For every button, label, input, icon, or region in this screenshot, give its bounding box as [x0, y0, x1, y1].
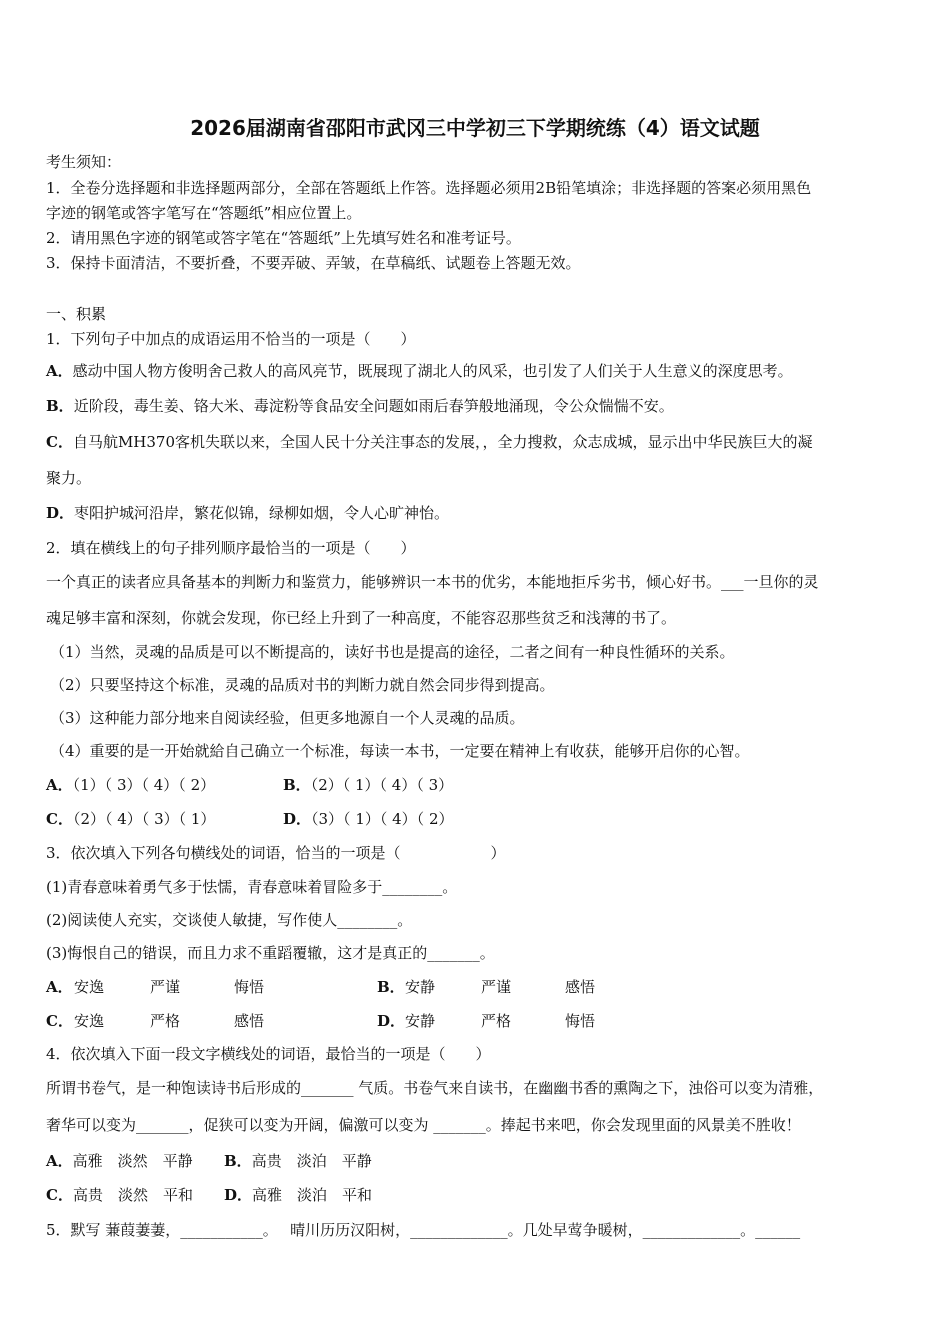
option-text: （3）（ 1）（ 4）（ 2） — [311, 810, 454, 828]
option-letter: D． — [283, 810, 312, 828]
option-b — [283, 775, 453, 795]
option-d — [283, 809, 454, 829]
option-word: 安逸 — [74, 1012, 105, 1030]
question-4-stem: 4．依次填入下面一段文字横线处的词语，最恰当的一项是（ ） — [46, 1045, 491, 1063]
option-letter: A． — [46, 776, 73, 794]
option-letter: C． — [46, 1012, 73, 1030]
option-text: （2）（ 4）（ 3）（ 1） — [72, 810, 216, 828]
option-letter: B． — [224, 1152, 252, 1170]
option-letter: A． — [46, 978, 73, 996]
options-row — [46, 809, 910, 829]
sentence-4: （4）重要的是一开始就給自己确立一个标准，每读一本书，一定要在精神上有收获，能够开启你的心智。 — [50, 742, 750, 760]
option-c — [46, 809, 283, 829]
notice-item: 1．全卷分选择题和非选择题两部分，全部在答题纸上作答。选择题必须用2B铅笔填涂；非选择题的答案必须用黑色 — [46, 179, 812, 197]
passage-line: 所谓书卷气，是一种饱读诗书后形成的_______ 气质。书卷气来自读书，在幽幽书香的熏陶之下，浊俗可以变为清雅， — [46, 1079, 824, 1097]
notice-item: 3．保持卡面清洁，不要折叠，不要弄破、弄皱，在草稿纸、试题卷上答题无效。 — [46, 254, 581, 272]
option-text: 感动中国人物方俊明舍己救人的高风亮节，既展现了湖北人的风采，也引发了人们关于人生意义的深度思考。 — [72, 362, 793, 380]
option-text: 高雅 淡泊 平和 — [252, 1186, 373, 1204]
options-row — [46, 1011, 910, 1031]
option-word: 严格 — [150, 1012, 181, 1030]
option-word: 感悟 — [234, 1012, 265, 1030]
option-word: 严谨 — [150, 978, 181, 996]
option-a — [46, 361, 910, 381]
notice-item: 2．请用黑色字迹的钢笔或答字笔在“答题纸”上先填写姓名和准考证号。 — [46, 229, 521, 247]
option-word: 安静 — [405, 978, 436, 996]
options-row — [46, 1185, 910, 1205]
option-c — [46, 432, 910, 452]
notice-item: 字迹的钢笔或答字笔写在“答题纸”相应位置上。 — [46, 204, 362, 222]
option-c — [46, 1185, 224, 1205]
option-c — [46, 1011, 377, 1031]
option-letter: B． — [377, 978, 405, 996]
option-word: 悔悟 — [234, 978, 265, 996]
option-word: 严谨 — [481, 978, 512, 996]
option-letter: C． — [46, 433, 73, 451]
sentence-2: （2）只要坚持这个标准，灵魂的品质对书的判断力就自然会同步得到提高。 — [50, 676, 555, 694]
option-letter: B． — [46, 397, 74, 415]
option-text: 高雅 淡然 平静 — [72, 1152, 193, 1170]
option-word: 感悟 — [565, 978, 596, 996]
option-c-continued: 聚力。 — [46, 469, 92, 487]
question-5-stem: 5．默写 蒹葭萋萋，___________。 晴川历历汉阳树，_____________。几处早莺争暖树，_____________。______ — [46, 1221, 801, 1239]
option-text: 高贵 淡泊 平静 — [251, 1152, 372, 1170]
passage-line: 魂足够丰富和深刻，你就会发现，你已经上升到了一种高度，不能容忍那些贫乏和浅薄的书了。 — [46, 609, 677, 627]
section-heading: 一、积累 — [46, 305, 107, 323]
sentence-1: (1)青春意味着勇气多于怯懦，青春意味着冒险多于________。 — [46, 878, 458, 896]
option-letter: A． — [46, 1152, 73, 1170]
option-text: （2）（ 1）（ 4）（ 3） — [310, 776, 454, 794]
options-row — [46, 1151, 910, 1171]
option-letter: D． — [46, 504, 75, 522]
option-b — [377, 977, 595, 997]
option-b — [224, 1151, 372, 1171]
option-a — [46, 1151, 224, 1171]
option-d — [46, 503, 910, 523]
passage-line: 一个真正的读者应具备基本的判断力和鉴赏力，能够辨识一本书的优劣，本能地拒斥劣书，倾心好书。___一旦你的灵 — [46, 573, 819, 591]
option-letter: C． — [46, 810, 73, 828]
option-letter: B． — [283, 776, 311, 794]
option-text: 近阶段，毒生姜、铬大米、毒淀粉等食品安全问题如雨后春笋般地涌现，令公众惴惴不安。 — [73, 397, 674, 415]
option-word: 安静 — [405, 1012, 436, 1030]
sentence-2: (2)阅读使人充实，交谈使人敏捷，写作使人________。 — [46, 911, 413, 929]
question-2-stem: 2．填在横线上的句子排列顺序最恰当的一项是（ ） — [46, 539, 416, 557]
page-title: 2026届湖南省邵阳市武冈三中学初三下学期统练（4）语文试题 — [190, 116, 760, 140]
question-3-stem: 3．依次填入下列各句横线处的词语，恰当的一项是（ ） — [46, 844, 506, 862]
option-letter: D． — [377, 1012, 406, 1030]
option-a — [46, 775, 283, 795]
option-text: 自马航MH370客机失联以来，全国人民十分关注事态的发展，，全力搜救，众志成城，显示出中华民族巨大的凝 — [72, 433, 813, 451]
option-d — [377, 1011, 595, 1031]
option-word: 安逸 — [74, 978, 105, 996]
option-word: 严格 — [481, 1012, 512, 1030]
option-letter: D． — [224, 1186, 253, 1204]
options-row — [46, 775, 910, 795]
option-text: （1）（ 3）（ 4）（ 2） — [72, 776, 216, 794]
option-b — [46, 396, 910, 416]
sentence-3: (3)悔恨自己的错误，而且力求不重蹈覆辙，这才是真正的_______。 — [46, 944, 495, 962]
option-text: 枣阳护城河沿岸，繁花似锦，绿柳如烟，令人心旷神怡。 — [74, 504, 450, 522]
options-row — [46, 977, 910, 997]
option-a — [46, 977, 377, 997]
sentence-1: （1）当然，灵魂的品质是可以不断提高的，读好书也是提高的途径，二者之间有一种良性循环的关系。 — [50, 643, 735, 661]
notice-heading: 考生须知： — [46, 153, 122, 171]
option-letter: A． — [46, 362, 73, 380]
option-text: 高贵 淡然 平和 — [72, 1186, 193, 1204]
option-letter: C． — [46, 1186, 73, 1204]
option-d — [224, 1185, 372, 1205]
passage-line: 奢华可以变为_______，促狭可以变为开阔，偏激可以变为 _______。捧起书来吧，你会发现里面的风景美不胜收！ — [46, 1116, 801, 1134]
option-word: 悔悟 — [565, 1012, 596, 1030]
sentence-3: （3）这种能力部分地来自阅读经验，但更多地源自一个人灵魂的品质。 — [50, 709, 525, 727]
question-1-stem: 1．下列句子中加点的成语运用不恰当的一项是（ ） — [46, 330, 416, 348]
